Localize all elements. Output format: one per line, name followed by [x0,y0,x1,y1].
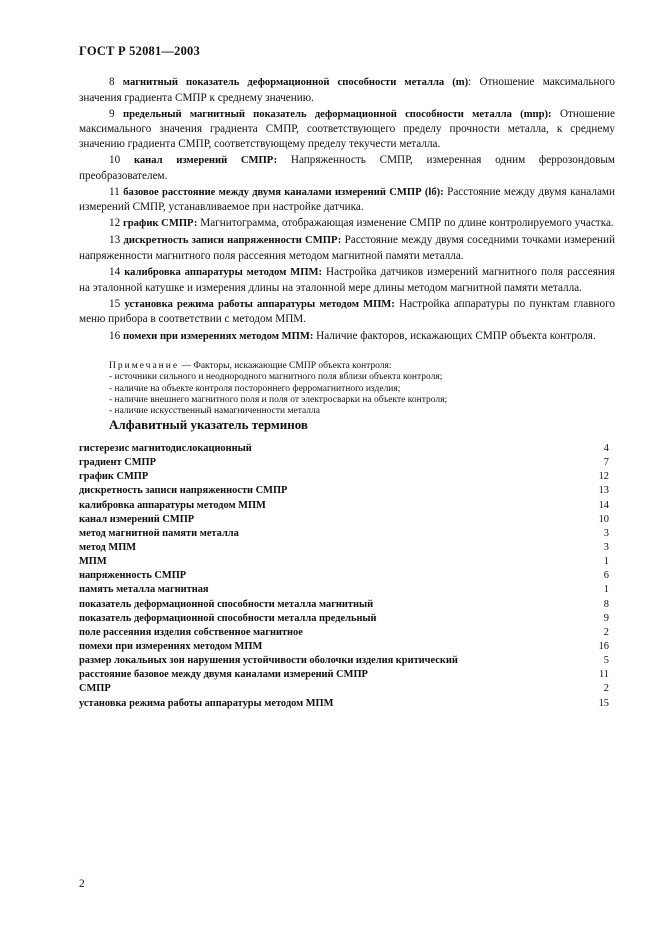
index-row [79,484,609,498]
document-header: ГОСТ Р 52081—2003 [79,44,200,58]
index-number: 1 [603,584,609,596]
definition-text: : Отношение максимального значения градиента СМПР к среднему значению. [79,76,616,104]
index-number: 5 [603,655,609,667]
note-item: - наличие искусственный намагниченности металла [109,406,320,417]
definition-item: 10 канал измерений СМПР: Напряженность СМПР, измеренная одним феррозондовым преобразователем. [79,153,616,182]
definition-text: Напряженность СМПР, измеренная одним феррозондовым преобразователем. [79,153,616,182]
definition-item: 14 калибровка аппаратуры методом МПМ: Настройка датчиков измерений магнитного поля рассеяния на эталонной катушке и измерения длины на эталонной мере длины методом магнитной памяти металла. [79,266,616,294]
note-item: - источники сильного и неоднородного магнитного поля вблизи объекта контроля; [109,372,443,383]
index-term: СМПР [79,683,111,695]
definition-text: Настройка датчиков измерений магнитного поля рассеяния на эталонной катушке и измерения длины на эталонной мере длины методом магнитной памяти металла. [79,266,616,294]
index-list [79,442,609,711]
definition-term: установка режима работы аппаратуры методом МПМ: [124,298,395,310]
index-row [79,654,609,668]
definitions-section [79,75,615,346]
definition-term: калибровка аппаратуры методом МПМ: [124,267,322,279]
index-term: градиент СМПР [79,457,156,469]
index-number: 11 [598,669,609,681]
index-term: память металла магнитная [79,584,209,596]
index-number: 2 [603,683,609,695]
index-term: показатель деформационной способности металла магнитный [79,598,374,610]
index-row [79,697,609,711]
definition-term: магнитный показатель деформационной способности металла (m) [122,77,469,88]
index-row [79,668,609,682]
index-term: размер локальных зон нарушения устойчивости оболочки изделия критический [79,655,458,667]
page-number: 2 [79,878,85,890]
definition-term: помехи при измерениях методом МПМ: [122,330,314,342]
note-block [79,361,615,417]
definition-item: 8 магнитный показатель деформационной способности металла (m): Отношение максимального значения градиента СМПР к среднему значению. [79,76,616,104]
index-number: 13 [598,485,609,497]
index-term: напряженность СМПР [79,570,187,582]
index-row [79,541,609,555]
index-term: МПМ [79,556,107,568]
definition-text: Магнитограмма, отображающая изменение СМПР по длине контролируемого участка. [197,217,614,230]
index-number: 10 [598,513,609,525]
index-row [79,682,609,696]
definition-text: Расстояние между двумя соседними точками измерений напряженности магнитного поля рассеяния методом магнитной памяти металла. [79,234,615,263]
index-row [79,583,609,597]
index-number: 8 [603,598,609,610]
index-number: 14 [598,499,609,511]
index-term: график СМПР [79,471,149,483]
index-number: 15 [598,697,609,709]
index-number: 3 [603,527,609,539]
index-row [79,555,609,569]
definition-text: Наличие факторов, искажающих СМПР объекта контроля. [313,329,596,342]
index-number: 1 [603,556,609,568]
index-term: канал измерений СМПР [79,513,195,525]
index-term: поле рассеяния изделия собственное магнитное [79,626,303,638]
index-row [79,499,609,513]
definition-item: 11 базовое расстояние между двумя каналами измерений СМПР (lб): Расстояние между двумя каналами измерений СМПР, устанавливаемое при настройке датчика. [79,185,615,214]
index-term: метод МПМ [79,541,137,553]
index-row [79,456,609,470]
index-term: метод магнитной памяти металла [79,527,239,539]
index-number: 4 [603,443,609,454]
note-label: Примечание [109,361,180,371]
definition-item: 15 установка режима работы аппаратуры методом МПМ: Настройка аппаратуры по пунктам главного меню прибора в соответствии с методом МПМ. [79,297,615,326]
definition-term: базовое расстояние между двумя каналами измерений СМПР (lб): [123,186,444,198]
index-row [79,626,609,640]
index-row [79,598,609,612]
definition-text: Расстояние между двумя каналами измерений СМПР, устанавливаемое при настройке датчика. [79,185,615,214]
definition-text: Отношение максимального значения градиента СМПР, соответствующего пределу прочности металла, к среднему значению градиента СМПР, соответствующему пределу текучести металла. [79,107,616,150]
index-row [79,569,609,583]
index-number: 3 [603,541,609,553]
index-number: 7 [603,457,609,469]
note-text: — Факторы, искажающие СМПР объекта контроля: [179,361,392,371]
index-row [79,442,609,456]
index-term: расстояние базовое между двумя каналами измерений СМПР [79,669,368,681]
index-row [79,640,609,654]
definition-term: график СМПР: [122,218,198,230]
index-term: дискретность записи напряженности СМПР [79,485,288,497]
index-title: Алфавитный указатель терминов [109,417,308,432]
index-number: 9 [603,612,609,624]
index-number: 16 [598,640,609,652]
index-term: показатель деформационной способности металла предельный [79,612,377,624]
definition-term: канал измерений СМПР: [133,154,278,166]
index-number: 2 [603,626,609,638]
definition-item: 9 предельный магнитный показатель деформационной способности металла (mпр): Отношение максимального значения градиента СМПР, соответствующего пределу прочности металла, к среднему значению градиента СМПР, соответствующему пределу текучести металла. [79,107,616,150]
definition-item: 13 дискретность записи напряженности СМПР: Расстояние между двумя соседними точками измерений напряженности магнитного поля рассеяния методом магнитной памяти металла. [79,234,615,263]
definition-term: дискретность записи напряженности СМПР: [123,235,342,247]
index-term: помехи при измерениях методом МПМ [79,640,263,652]
index-row [79,470,609,484]
index-row [79,527,609,541]
index-term: гистерезис магнитодислокационный [79,443,252,454]
index-row [79,513,609,527]
note-item: - наличие внешнего магнитного поля и поля от электросварки на объекте контроля; [109,394,448,405]
index-number: 12 [598,471,609,483]
definition-text: Настройка аппаратуры по пунктам главного меню прибора в соответствии с методом МПМ. [79,297,615,326]
index-row [79,612,609,626]
definition-term: предельный магнитный показатель деформационной способности металла (mпр): [122,108,552,120]
definition-item: 16 помехи при измерениях методом МПМ: Наличие факторов, искажающих СМПР объекта контроля. [109,329,596,342]
definition-item: 12 график СМПР: Магнитограмма, отображающая изменение СМПР по длине контролируемого участка. [109,217,614,230]
index-term: установка режима работы аппаратуры методом МПМ [79,697,334,709]
note-item: - наличие на объекте контроля постороннего ферромагнитного изделия; [109,383,401,394]
index-number: 6 [603,570,609,582]
index-term: калибровка аппаратуры методом МПМ [79,499,266,511]
